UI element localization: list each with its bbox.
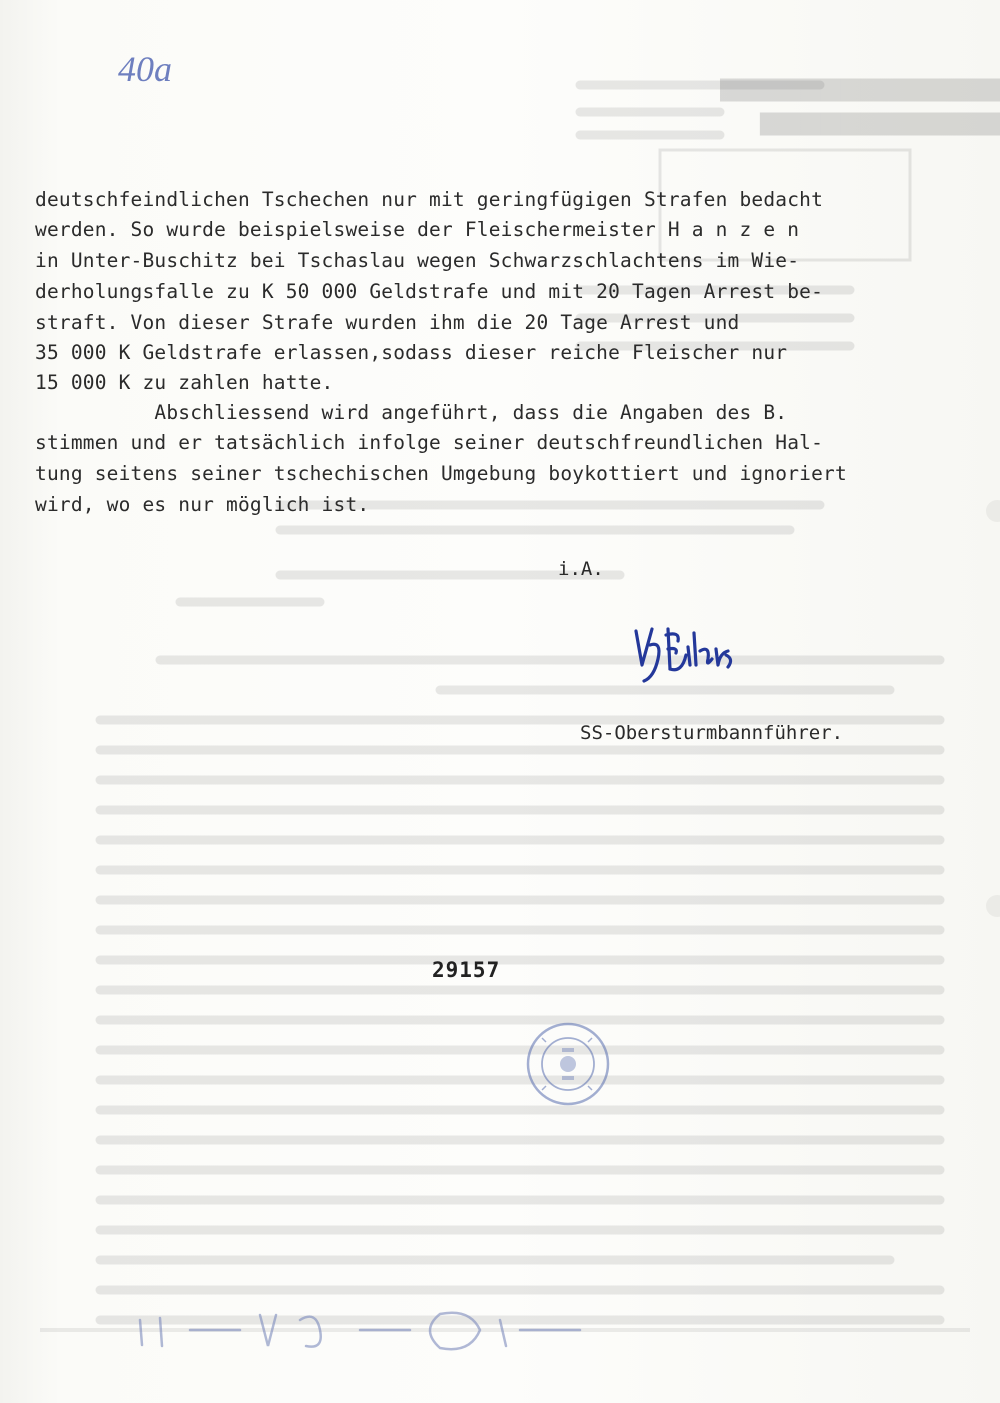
body-line: derholungsfalle zu K 50 000 Geldstrafe und mit 20 Tagen Arrest be-: [35, 280, 824, 303]
body-line: deutschfeindlichen Tschechen nur mit geringfügigen Strafen bedacht: [35, 188, 824, 211]
body-line: 35 000 K Geldstrafe erlassen,sodass dieser reiche Fleischer nur: [35, 341, 788, 364]
body-line: stimmen und er tatsächlich infolge seiner deutschfreundlichen Hal-: [35, 431, 824, 454]
punch-hole: [986, 500, 1000, 522]
signoff-ia: i.A.: [558, 558, 604, 580]
handwritten-signature: [628, 615, 736, 687]
body-line: wird, wo es nur möglich ist.: [35, 493, 370, 516]
bleed-through-letterhead: ▆▆▆▆▆▆▆▆▆▆▆▆▆▆ ▆▆▆▆▆▆▆▆▆▆▆▆: [720, 72, 1000, 136]
body-line: Abschliessend wird angeführt, dass die Angaben des B.: [35, 401, 788, 424]
archive-seal-stamp: [522, 1018, 614, 1110]
archive-notation-mark: [120, 1300, 640, 1360]
body-line: werden. So wurde beispielsweise der Fleischermeister H a n z e n: [35, 218, 800, 241]
page-number-stamp: 29157: [432, 958, 501, 982]
body-line: in Unter-Buschitz bei Tschaslau wegen Schwarzschlachtens im Wie-: [35, 249, 800, 272]
body-line: straft. Von dieser Strafe wurden ihm die 20 Tage Arrest und: [35, 311, 740, 334]
body-line: tung seitens seiner tschechischen Umgebung boykottiert und ignoriert: [35, 462, 847, 485]
punch-hole: [986, 895, 1000, 917]
document-page: ▆▆▆▆▆▆▆▆▆▆▆▆▆▆ ▆▆▆▆▆▆▆▆▆▆▆▆ 40a deutschfeindlichen Tschechen nur mit geringfügigen Strafen bedacht werden. So wurde beispielsweise der Fleischermeister H a n z e n in Unter-Buschitz bei Tschaslau wegen Schwarzschlachtens im Wie- derholungsfalle zu K 50 000 Geldstrafe und mit 20 Tagen Arrest be- straft. Von dieser Strafe wurden ihm die 20 Tage Arrest und 35 000 K Geldstrafe erlassen,sodass dieser reiche Fleischer nur 15 000 K zu zahlen hatte. Abschliessend wird angeführt, dass die Angaben des B. stimmen und er tatsächlich infolge seiner deutschfreundlichen Hal- tung seitens seiner tschechischen Umgebung boykottiert und ignoriert wird, wo es nur möglich ist. i.A. SS-Obersturmbannführer. 29157: [0, 0, 1000, 1403]
body-line: 15 000 K zu zahlen hatte.: [35, 371, 334, 394]
signatory-rank: SS-Obersturmbannführer.: [580, 722, 844, 744]
